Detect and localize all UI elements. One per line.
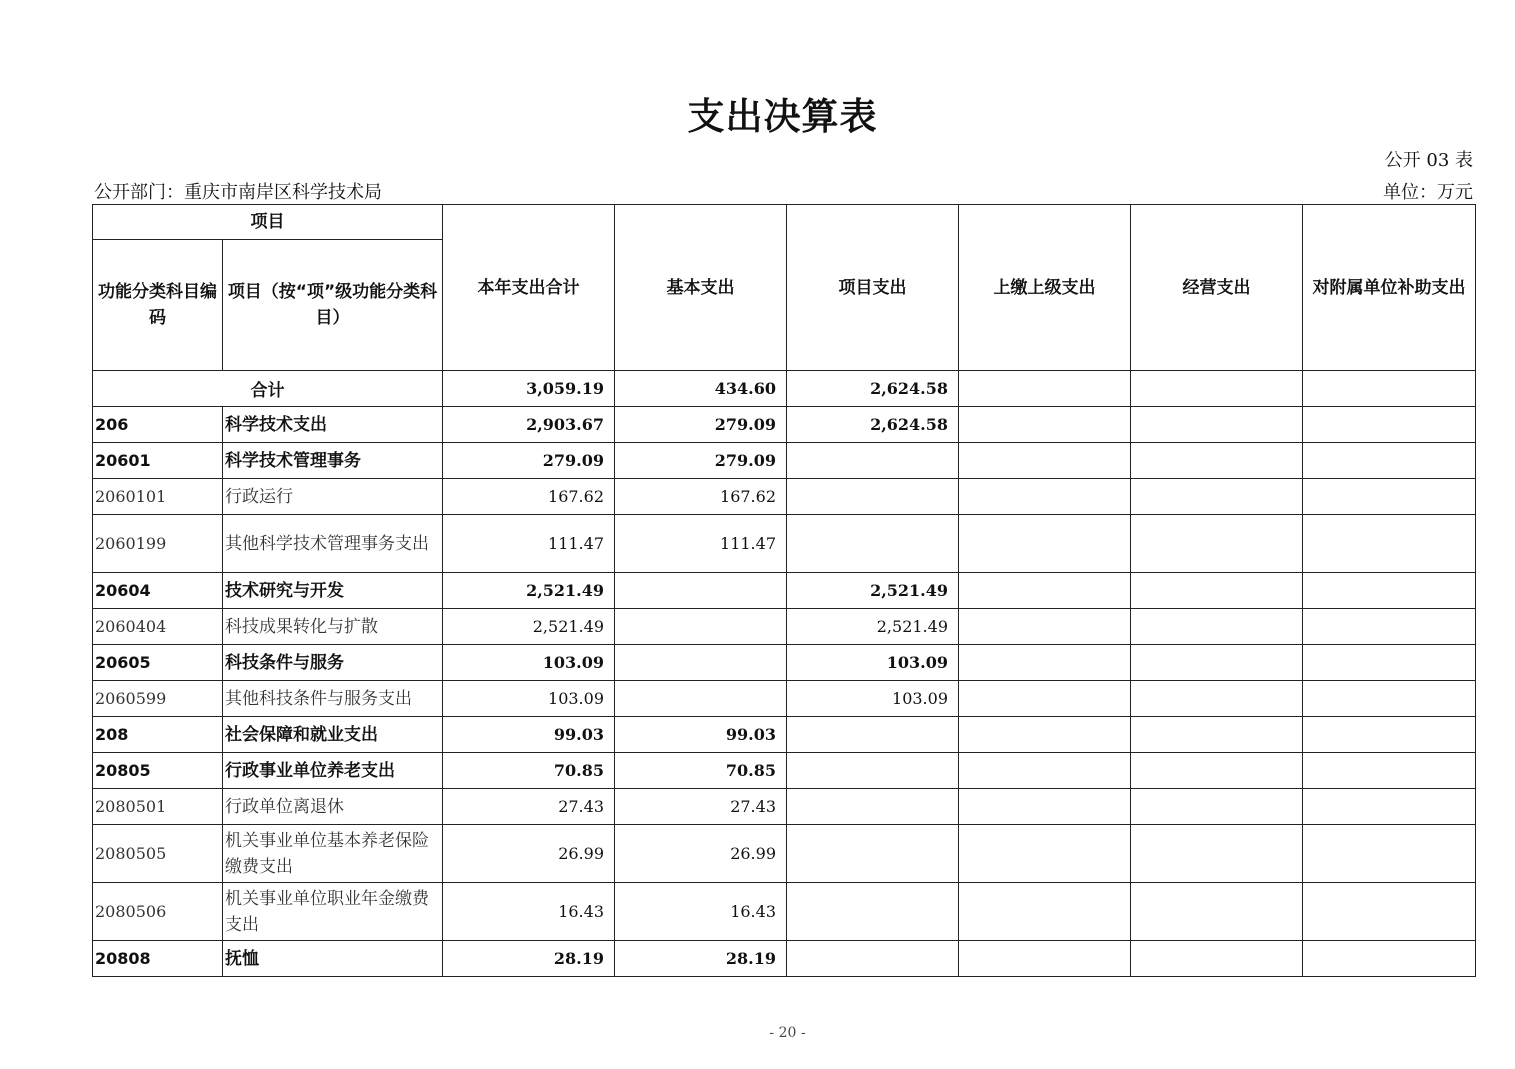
cell-total: 103.09 [443,645,615,681]
cell-basic: 27.43 [615,789,787,825]
cell-subsidy [1303,941,1476,977]
cell-name: 其他科学技术管理事务支出 [223,515,443,573]
total-cell-subsidy [1303,371,1476,407]
cell-code: 20604 [93,573,223,609]
cell-remit [959,443,1131,479]
total-cell-basic: 434.60 [615,371,787,407]
total-label: 合计 [93,371,443,407]
cell-business [1131,479,1303,515]
cell-code: 20605 [93,645,223,681]
cell-total: 16.43 [443,883,615,941]
cell-total: 28.19 [443,941,615,977]
cell-business [1131,681,1303,717]
cell-project [787,883,959,941]
cell-code: 2060599 [93,681,223,717]
cell-basic [615,645,787,681]
cell-subsidy [1303,515,1476,573]
cell-business [1131,883,1303,941]
cell-business [1131,717,1303,753]
cell-basic: 279.09 [615,407,787,443]
cell-remit [959,789,1131,825]
cell-subsidy [1303,573,1476,609]
header-remit: 上缴上级支出 [959,205,1131,371]
cell-code: 2060101 [93,479,223,515]
page-number: - 20 - [769,1025,806,1041]
header-name: 项目（按“项”级功能分类科目） [223,240,443,371]
cell-name: 行政事业单位养老支出 [223,753,443,789]
table-row [93,645,1476,681]
total-row [93,371,1476,407]
cell-total: 2,903.67 [443,407,615,443]
cell-code: 20805 [93,753,223,789]
cell-remit [959,609,1131,645]
cell-project [787,515,959,573]
cell-remit [959,681,1131,717]
cell-business [1131,753,1303,789]
cell-project: 103.09 [787,681,959,717]
cell-basic: 167.62 [615,479,787,515]
cell-total: 2,521.49 [443,609,615,645]
cell-code: 2080501 [93,789,223,825]
cell-project: 2,521.49 [787,609,959,645]
cell-name: 行政单位离退休 [223,789,443,825]
cell-total: 70.85 [443,753,615,789]
cell-business [1131,825,1303,883]
cell-project [787,753,959,789]
cell-name: 行政运行 [223,479,443,515]
cell-basic: 99.03 [615,717,787,753]
cell-basic [615,681,787,717]
cell-business [1131,609,1303,645]
cell-project: 2,521.49 [787,573,959,609]
cell-basic [615,573,787,609]
cell-name: 抚恤 [223,941,443,977]
header-group-project: 项目 [93,205,443,240]
department-label: 公开部门：重庆市南岸区科学技术局 [94,182,382,203]
cell-basic: 26.99 [615,825,787,883]
cell-total: 99.03 [443,717,615,753]
cell-remit [959,941,1131,977]
cell-total: 111.47 [443,515,615,573]
cell-project [787,941,959,977]
table-row [93,941,1476,977]
total-cell-project: 2,624.58 [787,371,959,407]
cell-business [1131,645,1303,681]
cell-business [1131,789,1303,825]
cell-remit [959,645,1131,681]
cell-code: 2080505 [93,825,223,883]
total-cell-business [1131,371,1303,407]
cell-total: 27.43 [443,789,615,825]
header-code: 功能分类科目编码 [93,240,223,371]
cell-project [787,789,959,825]
table-row [93,407,1476,443]
cell-name: 其他科技条件与服务支出 [223,681,443,717]
table-row [93,479,1476,515]
cell-project [787,479,959,515]
cell-name: 科学技术管理事务 [223,443,443,479]
cell-remit [959,883,1131,941]
cell-code: 2080506 [93,883,223,941]
table-row [93,573,1476,609]
cell-code: 208 [93,717,223,753]
cell-code: 20808 [93,941,223,977]
table-row [93,443,1476,479]
cell-subsidy [1303,883,1476,941]
cell-code: 20601 [93,443,223,479]
cell-subsidy [1303,717,1476,753]
table-row [93,883,1476,941]
expenditure-table [92,204,1476,977]
cell-name: 社会保障和就业支出 [223,717,443,753]
cell-project: 103.09 [787,645,959,681]
cell-business [1131,443,1303,479]
cell-subsidy [1303,789,1476,825]
header-business: 经营支出 [1131,205,1303,371]
cell-name: 科学技术支出 [223,407,443,443]
table-row [93,681,1476,717]
cell-name: 技术研究与开发 [223,573,443,609]
cell-basic: 279.09 [615,443,787,479]
cell-subsidy [1303,825,1476,883]
total-cell-remit [959,371,1131,407]
cell-basic [615,609,787,645]
cell-code: 2060404 [93,609,223,645]
header-basic: 基本支出 [615,205,787,371]
table-row [93,717,1476,753]
cell-subsidy [1303,681,1476,717]
cell-code: 206 [93,407,223,443]
cell-total: 2,521.49 [443,573,615,609]
cell-business [1131,573,1303,609]
cell-basic: 70.85 [615,753,787,789]
cell-name: 机关事业单位职业年金缴费支出 [223,883,443,941]
cell-business [1131,941,1303,977]
cell-business [1131,407,1303,443]
cell-remit [959,479,1131,515]
cell-project: 2,624.58 [787,407,959,443]
cell-basic: 111.47 [615,515,787,573]
cell-name: 科技成果转化与扩散 [223,609,443,645]
cell-remit [959,717,1131,753]
cell-total: 26.99 [443,825,615,883]
cell-code: 2060199 [93,515,223,573]
cell-project [787,717,959,753]
cell-name: 机关事业单位基本养老保险缴费支出 [223,825,443,883]
table-row [93,609,1476,645]
table-row [93,789,1476,825]
cell-total: 103.09 [443,681,615,717]
cell-remit [959,573,1131,609]
cell-subsidy [1303,645,1476,681]
cell-subsidy [1303,407,1476,443]
page-title: 支出决算表 [687,95,878,138]
cell-remit [959,753,1131,789]
header-total: 本年支出合计 [443,205,615,371]
cell-remit [959,515,1131,573]
cell-project [787,443,959,479]
header-subsidy: 对附属单位补助支出 [1303,205,1476,371]
table-row [93,515,1476,573]
cell-remit [959,407,1131,443]
total-cell-total: 3,059.19 [443,371,615,407]
cell-basic: 28.19 [615,941,787,977]
table-row [93,825,1476,883]
header-project: 项目支出 [787,205,959,371]
cell-business [1131,515,1303,573]
cell-total: 279.09 [443,443,615,479]
cell-subsidy [1303,479,1476,515]
unit-label: 单位：万元 [1383,182,1473,203]
cell-subsidy [1303,753,1476,789]
cell-total: 167.62 [443,479,615,515]
cell-remit [959,825,1131,883]
form-number: 公开 03 表 [1384,150,1473,171]
cell-subsidy [1303,609,1476,645]
cell-project [787,825,959,883]
cell-basic: 16.43 [615,883,787,941]
cell-name: 科技条件与服务 [223,645,443,681]
cell-subsidy [1303,443,1476,479]
table-row [93,753,1476,789]
